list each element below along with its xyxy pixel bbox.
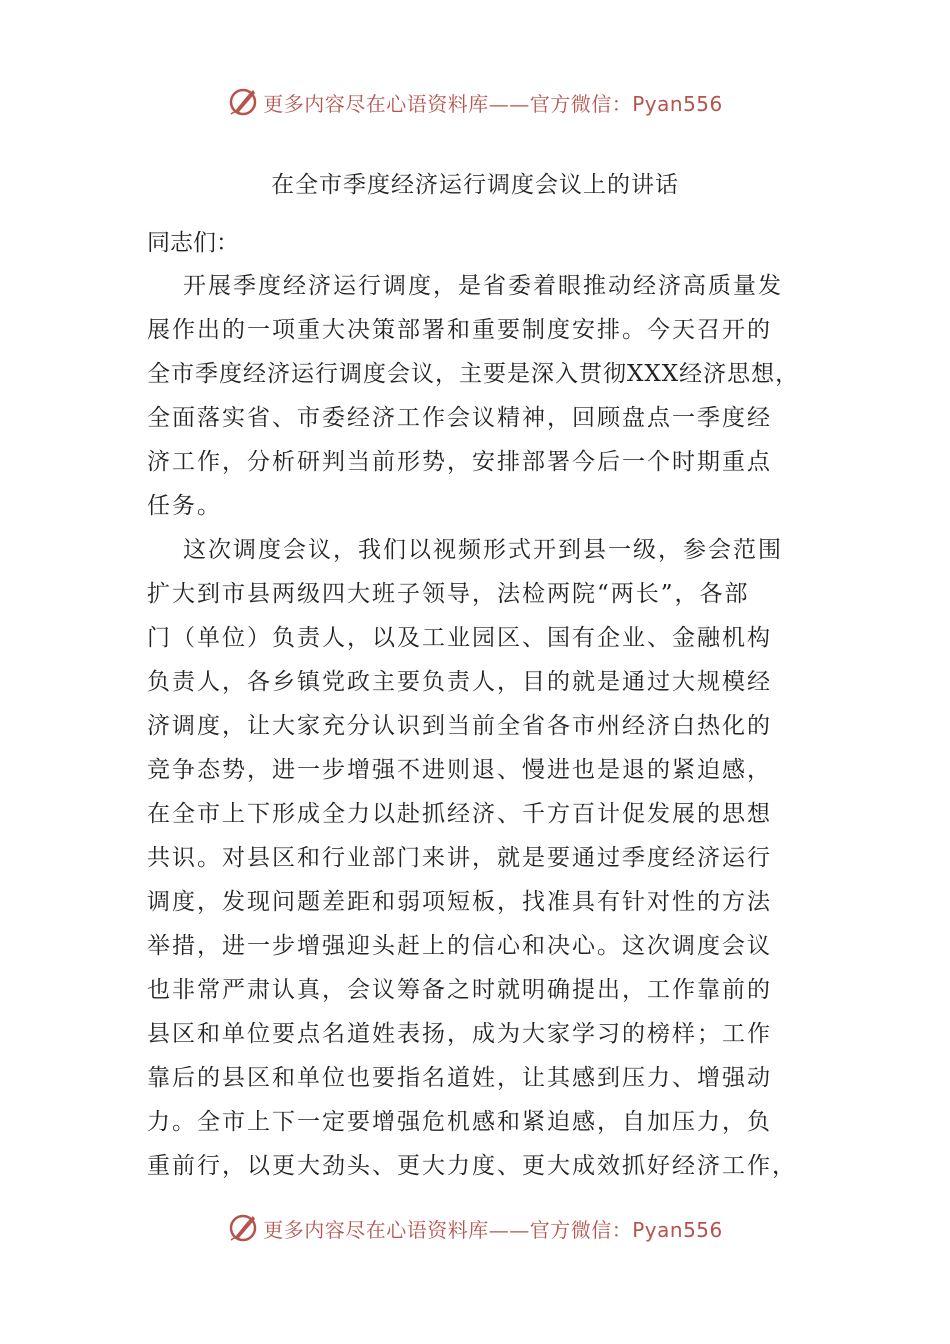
body-line: 任务。 bbox=[147, 493, 222, 519]
salutation: 同志们： bbox=[147, 230, 239, 256]
watermark-site-text: 更多内容尽在心语资料库 bbox=[263, 1217, 489, 1242]
watermark-dash: —— bbox=[488, 91, 530, 116]
body-line: 扩大到市县两级四大班子领导，法检两院“两长”，各部 bbox=[147, 581, 750, 607]
body-line: 负责人，各乡镇党政主要负责人，目的就是通过大规模经 bbox=[147, 669, 772, 695]
watermark-dash: —— bbox=[488, 1217, 530, 1242]
body-line: 竞争态势，进一步增强不进则退、慢进也是退的紧迫感， bbox=[147, 757, 772, 783]
body-line: 共识。对县区和行业部门来讲，就是要通过季度经济运行 bbox=[147, 845, 772, 871]
watermark-wechat-label: 官方微信： bbox=[529, 91, 633, 116]
document-body bbox=[147, 264, 827, 1188]
body-line: 济调度，让大家充分认识到当前全省各市州经济白热化的 bbox=[147, 713, 772, 739]
watermark-text bbox=[263, 88, 723, 117]
watermark-site-text: 更多内容尽在心语资料库 bbox=[263, 91, 489, 116]
watermark-text bbox=[263, 1214, 723, 1243]
body-line: 县区和单位要点名道姓表扬，成为大家学习的榜样；工作 bbox=[147, 1021, 772, 1047]
watermark-wechat-id: Pyan556 bbox=[632, 1217, 723, 1242]
body-line: 这次调度会议，我们以视频形式开到县一级，参会范围 bbox=[183, 537, 783, 563]
header-watermark bbox=[0, 82, 950, 122]
body-line: 展作出的一项重大决策部署和重要制度安排。今天召开的 bbox=[147, 317, 772, 343]
body-line: 全面落实省、市委经济工作会议精神，回顾盘点一季度经 bbox=[147, 405, 772, 431]
footer-watermark bbox=[0, 1208, 950, 1248]
body-line: 调度，发现问题差距和弱项短板，找准具有针对性的方法 bbox=[147, 889, 772, 915]
body-line: 在全市上下形成全力以赴抓经济、千方百计促发展的思想 bbox=[147, 801, 772, 827]
body-line: 全市季度经济运行调度会议，主要是深入贯彻XXX经济思想， bbox=[147, 361, 800, 387]
body-line: 也非常严肃认真，会议筹备之时就明确提出，工作靠前的 bbox=[147, 977, 772, 1003]
body-line: 济工作，分析研判当前形势，安排部署今后一个时期重点 bbox=[147, 449, 772, 475]
body-line: 重前行，以更大劲头、更大力度、更大成效抓好经济工作， bbox=[147, 1153, 797, 1179]
pen-nib-circle-icon bbox=[227, 86, 259, 118]
watermark-wechat-label: 官方微信： bbox=[529, 1217, 633, 1242]
pen-nib-circle-icon bbox=[227, 1212, 259, 1244]
body-line: 靠后的县区和单位也要指名道姓，让其感到压力、增强动 bbox=[147, 1065, 772, 1091]
watermark-wechat-id: Pyan556 bbox=[632, 91, 723, 116]
body-line: 力。全市上下一定要增强危机感和紧迫感，自加压力，负 bbox=[147, 1109, 772, 1135]
body-line: 开展季度经济运行调度，是省委着眼推动经济高质量发 bbox=[183, 273, 783, 299]
document-title: 在全市季度经济运行调度会议上的讲话 bbox=[271, 172, 679, 198]
body-line: 门（单位）负责人，以及工业园区、国有企业、金融机构 bbox=[147, 625, 772, 651]
body-line: 举措，进一步增强迎头赶上的信心和决心。这次调度会议 bbox=[147, 933, 772, 959]
